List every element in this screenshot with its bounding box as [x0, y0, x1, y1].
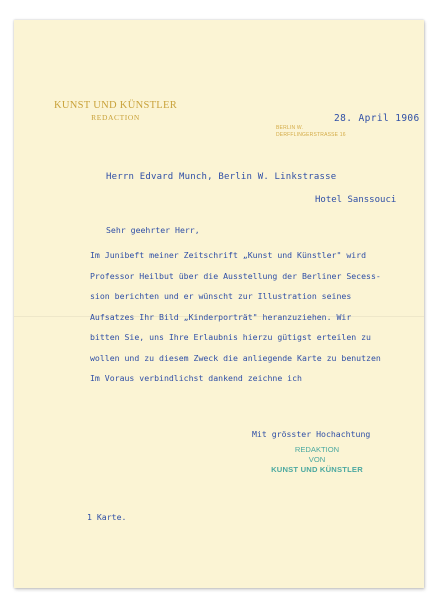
body-line: wollen und zu diesem Zweck die anliegende Karte zu benutzen — [90, 352, 381, 363]
body-line: Aufsatzes Ihr Bild „Kinderporträt" heranzuziehen. Wir — [90, 311, 352, 322]
letterhead-address — [276, 125, 346, 139]
recipient-line-2: Hotel Sanssouci — [315, 195, 397, 205]
letterhead-title: KUNST UND KÜNSTLER — [54, 100, 178, 111]
letterhead — [54, 100, 177, 122]
enclosure-note: 1 Karte. — [87, 512, 127, 522]
body-line: Im Voraus verbindlichst dankend zeichne ich — [90, 373, 302, 383]
body-line: bitten Sie, uns Ihre Erlaubnis hierzu gütigst erteilen zu — [90, 332, 371, 342]
closing: Mit grösster Hochachtung — [252, 429, 371, 439]
stamp-line-3: KUNST UND KÜNSTLER — [271, 465, 363, 474]
body-line: Professor Heilbut über die Ausstellung der Berliner Secess- — [90, 270, 381, 281]
address-line-1: BERLIN W. — [276, 125, 304, 131]
recipient-line-1: Herrn Edvard Munch, Berlin W. Linkstrasse — [106, 172, 337, 182]
address-line-2: DERFFLINGERSTRASSE 16 — [276, 132, 346, 138]
letter-paper — [14, 20, 424, 588]
salutation: Sehr geehrter Herr, — [106, 225, 200, 235]
stamp-line-1: REDAKTION — [294, 445, 340, 454]
letterhead-subtitle: REDACTION — [91, 113, 140, 122]
body-line: Im Junibeft meiner Zeitschrift „Kunst und Künstler" wird — [90, 250, 367, 260]
redaction-stamp — [257, 445, 377, 475]
letter-body — [90, 245, 440, 389]
stamp-line-2: VON — [308, 455, 326, 464]
body-line: sion berichten und er wünscht zur Illustration seines — [90, 291, 352, 301]
letter-date: 28. April 1906 — [334, 113, 420, 124]
